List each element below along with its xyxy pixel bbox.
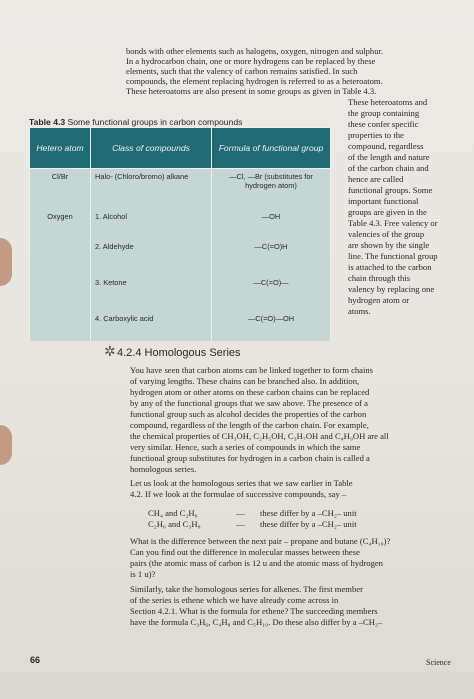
book-subject: Science bbox=[426, 658, 451, 667]
pair-difference: these differ by a –CH₂– unit bbox=[260, 508, 357, 518]
paragraph-line: Can you find out the difference in molecular masses between these bbox=[130, 547, 360, 557]
side-line: properties to the bbox=[348, 130, 404, 140]
table-cell: —OH bbox=[212, 209, 331, 239]
side-line: valency by replacing one bbox=[348, 284, 435, 294]
table-caption-text: Some functional groups in carbon compounds bbox=[67, 117, 243, 127]
paragraph-line: You have seen that carbon atoms can be linked together to form chains bbox=[130, 365, 374, 375]
side-line: Table 4.3. Free valency or bbox=[348, 218, 438, 228]
paragraph-line: have the formula C₃H₆, C₄H₈ and C₅H₁₀. Do these also differ by a –CH₂– bbox=[130, 617, 383, 627]
pair-formula: C₂H₆ and C₃H₈ bbox=[148, 519, 201, 529]
table-caption-label: Table 4.3 bbox=[29, 117, 66, 127]
paragraph-line: Section 4.2.1. What is the formula for ethene? The succeeding members bbox=[130, 606, 378, 616]
paragraph-line: pairs (the atomic mass of carbon is 12 u and the atomic mass of hydrogen bbox=[130, 558, 383, 568]
side-line: groups are given in the bbox=[348, 207, 427, 217]
table-cell: —Cl, —Br (substitutes for hydrogen atom) bbox=[212, 169, 331, 209]
finger bbox=[0, 238, 12, 286]
table-cell bbox=[30, 275, 91, 311]
table-row bbox=[30, 311, 331, 341]
table-row bbox=[30, 209, 331, 239]
paragraph-line: In a hydrocarbon chain, one or more hydrogens can be replaced by these bbox=[126, 56, 376, 66]
table-header-row bbox=[30, 128, 331, 169]
side-line: These heteroatoms and bbox=[348, 97, 428, 107]
table-cell: 1. Alcohol bbox=[91, 209, 212, 239]
paragraph-line: 4.2. If we look at the formulae of successive compounds, say – bbox=[130, 489, 347, 499]
paragraph-line: functional group substitutes for hydrogen in a carbon chain is called a bbox=[130, 453, 370, 463]
table-cell bbox=[30, 311, 91, 341]
table-row bbox=[30, 169, 331, 209]
table-cell: —C(=O)—OH bbox=[212, 311, 331, 341]
section-title: 4.2.4 Homologous Series bbox=[117, 347, 241, 359]
column-header: Hetero atom bbox=[30, 128, 91, 169]
side-line: hydrogen atom or bbox=[348, 295, 410, 305]
side-line: of the length and nature bbox=[348, 152, 430, 162]
paragraph-line: hydrogen atom or other atoms on these carbon chains can be replaced bbox=[130, 387, 370, 397]
paragraph-line: of varying lengths. These chains can be branched also. In addition, bbox=[130, 376, 360, 386]
paragraph-line: of the series is ethene which we have already come across in bbox=[130, 595, 339, 605]
paragraph-line: bonds with other elements such as halogens, oxygen, nitrogen and sulphur. bbox=[126, 46, 384, 56]
table-cell: —C(=O)H bbox=[212, 239, 331, 275]
column-header: Class of compounds bbox=[91, 128, 212, 169]
table-cell: Halo- (Chloro/bromo) alkane bbox=[91, 169, 212, 209]
paragraph-line: compounds, the element replacing hydrogen is referred to as a heteroatom. bbox=[126, 76, 383, 86]
table-cell: Oxygen bbox=[30, 209, 91, 239]
pair-dash: — bbox=[236, 519, 245, 529]
side-line: compound, regardless bbox=[348, 141, 424, 151]
page-number: 66 bbox=[30, 655, 41, 665]
pair-dash: — bbox=[236, 508, 245, 518]
side-line: hence are called bbox=[348, 174, 404, 184]
table-cell: Cl/Br bbox=[30, 169, 91, 209]
side-line: valencies of the group bbox=[348, 229, 425, 239]
side-line: line. The functional group bbox=[348, 251, 438, 261]
finger bbox=[0, 425, 12, 465]
paragraph-line: very similar. Hence, such a series of compounds in which the same bbox=[130, 442, 361, 452]
table-cell: —C(=O)— bbox=[212, 275, 331, 311]
paragraph-line: Similarly, take the homologous series for alkenes. The first member bbox=[130, 584, 363, 594]
paragraph-line: by any of the functional groups that we saw above. The presence of a bbox=[130, 398, 368, 408]
paragraph-line: compound, regardless of the length of the carbon chain. For example, bbox=[130, 420, 369, 430]
side-line: is attached to the carbon bbox=[348, 262, 432, 272]
paragraph-line: What is the difference between the next pair – propane and butane (C₄H₁₀)? bbox=[130, 536, 391, 546]
side-line: functional groups. Some bbox=[348, 185, 433, 195]
side-line: chain through this bbox=[348, 273, 411, 283]
table-row bbox=[30, 275, 331, 311]
pair-formula: CH₄ and C₂H₆ bbox=[148, 508, 198, 518]
table-cell bbox=[30, 239, 91, 275]
table-cell: 4. Carboxylic acid bbox=[91, 311, 212, 341]
pair-difference: these differ by a –CH₂– unit bbox=[260, 519, 357, 529]
paragraph-line: Let us look at the homologous series that we saw earlier in Table bbox=[130, 478, 353, 488]
side-line: important functional bbox=[348, 196, 419, 206]
paragraph-line: homologous series. bbox=[130, 464, 197, 474]
paragraph-line: These heteroatoms are also present in some groups as given in Table 4.3. bbox=[126, 86, 377, 96]
table-caption bbox=[29, 117, 242, 127]
table-cell: 2. Aldehyde bbox=[91, 239, 212, 275]
paragraph-line: functional group such as alcohol decides the properties of the carbon bbox=[130, 409, 367, 419]
paragraph-line: is 1 u)? bbox=[130, 569, 156, 579]
functional-groups-table bbox=[29, 127, 331, 341]
side-line: of the carbon chain and bbox=[348, 163, 429, 173]
table-cell: 3. Ketone bbox=[91, 275, 212, 311]
column-header: Formula of functional group bbox=[212, 128, 331, 169]
side-line: atoms. bbox=[348, 306, 371, 316]
table-row bbox=[30, 239, 331, 275]
pen-mark-icon: ✲ bbox=[104, 345, 116, 360]
paragraph-line: elements, such that the valency of carbon remains satisfied. In such bbox=[126, 66, 358, 76]
side-line: the group containing bbox=[348, 108, 420, 118]
paragraph-line: the chemical properties of CH₃OH, C₂H₅OH, C₃H₇OH and C₄H₉OH are all bbox=[130, 431, 389, 441]
side-line: are shown by the single bbox=[348, 240, 430, 250]
side-line: these confer specific bbox=[348, 119, 419, 129]
